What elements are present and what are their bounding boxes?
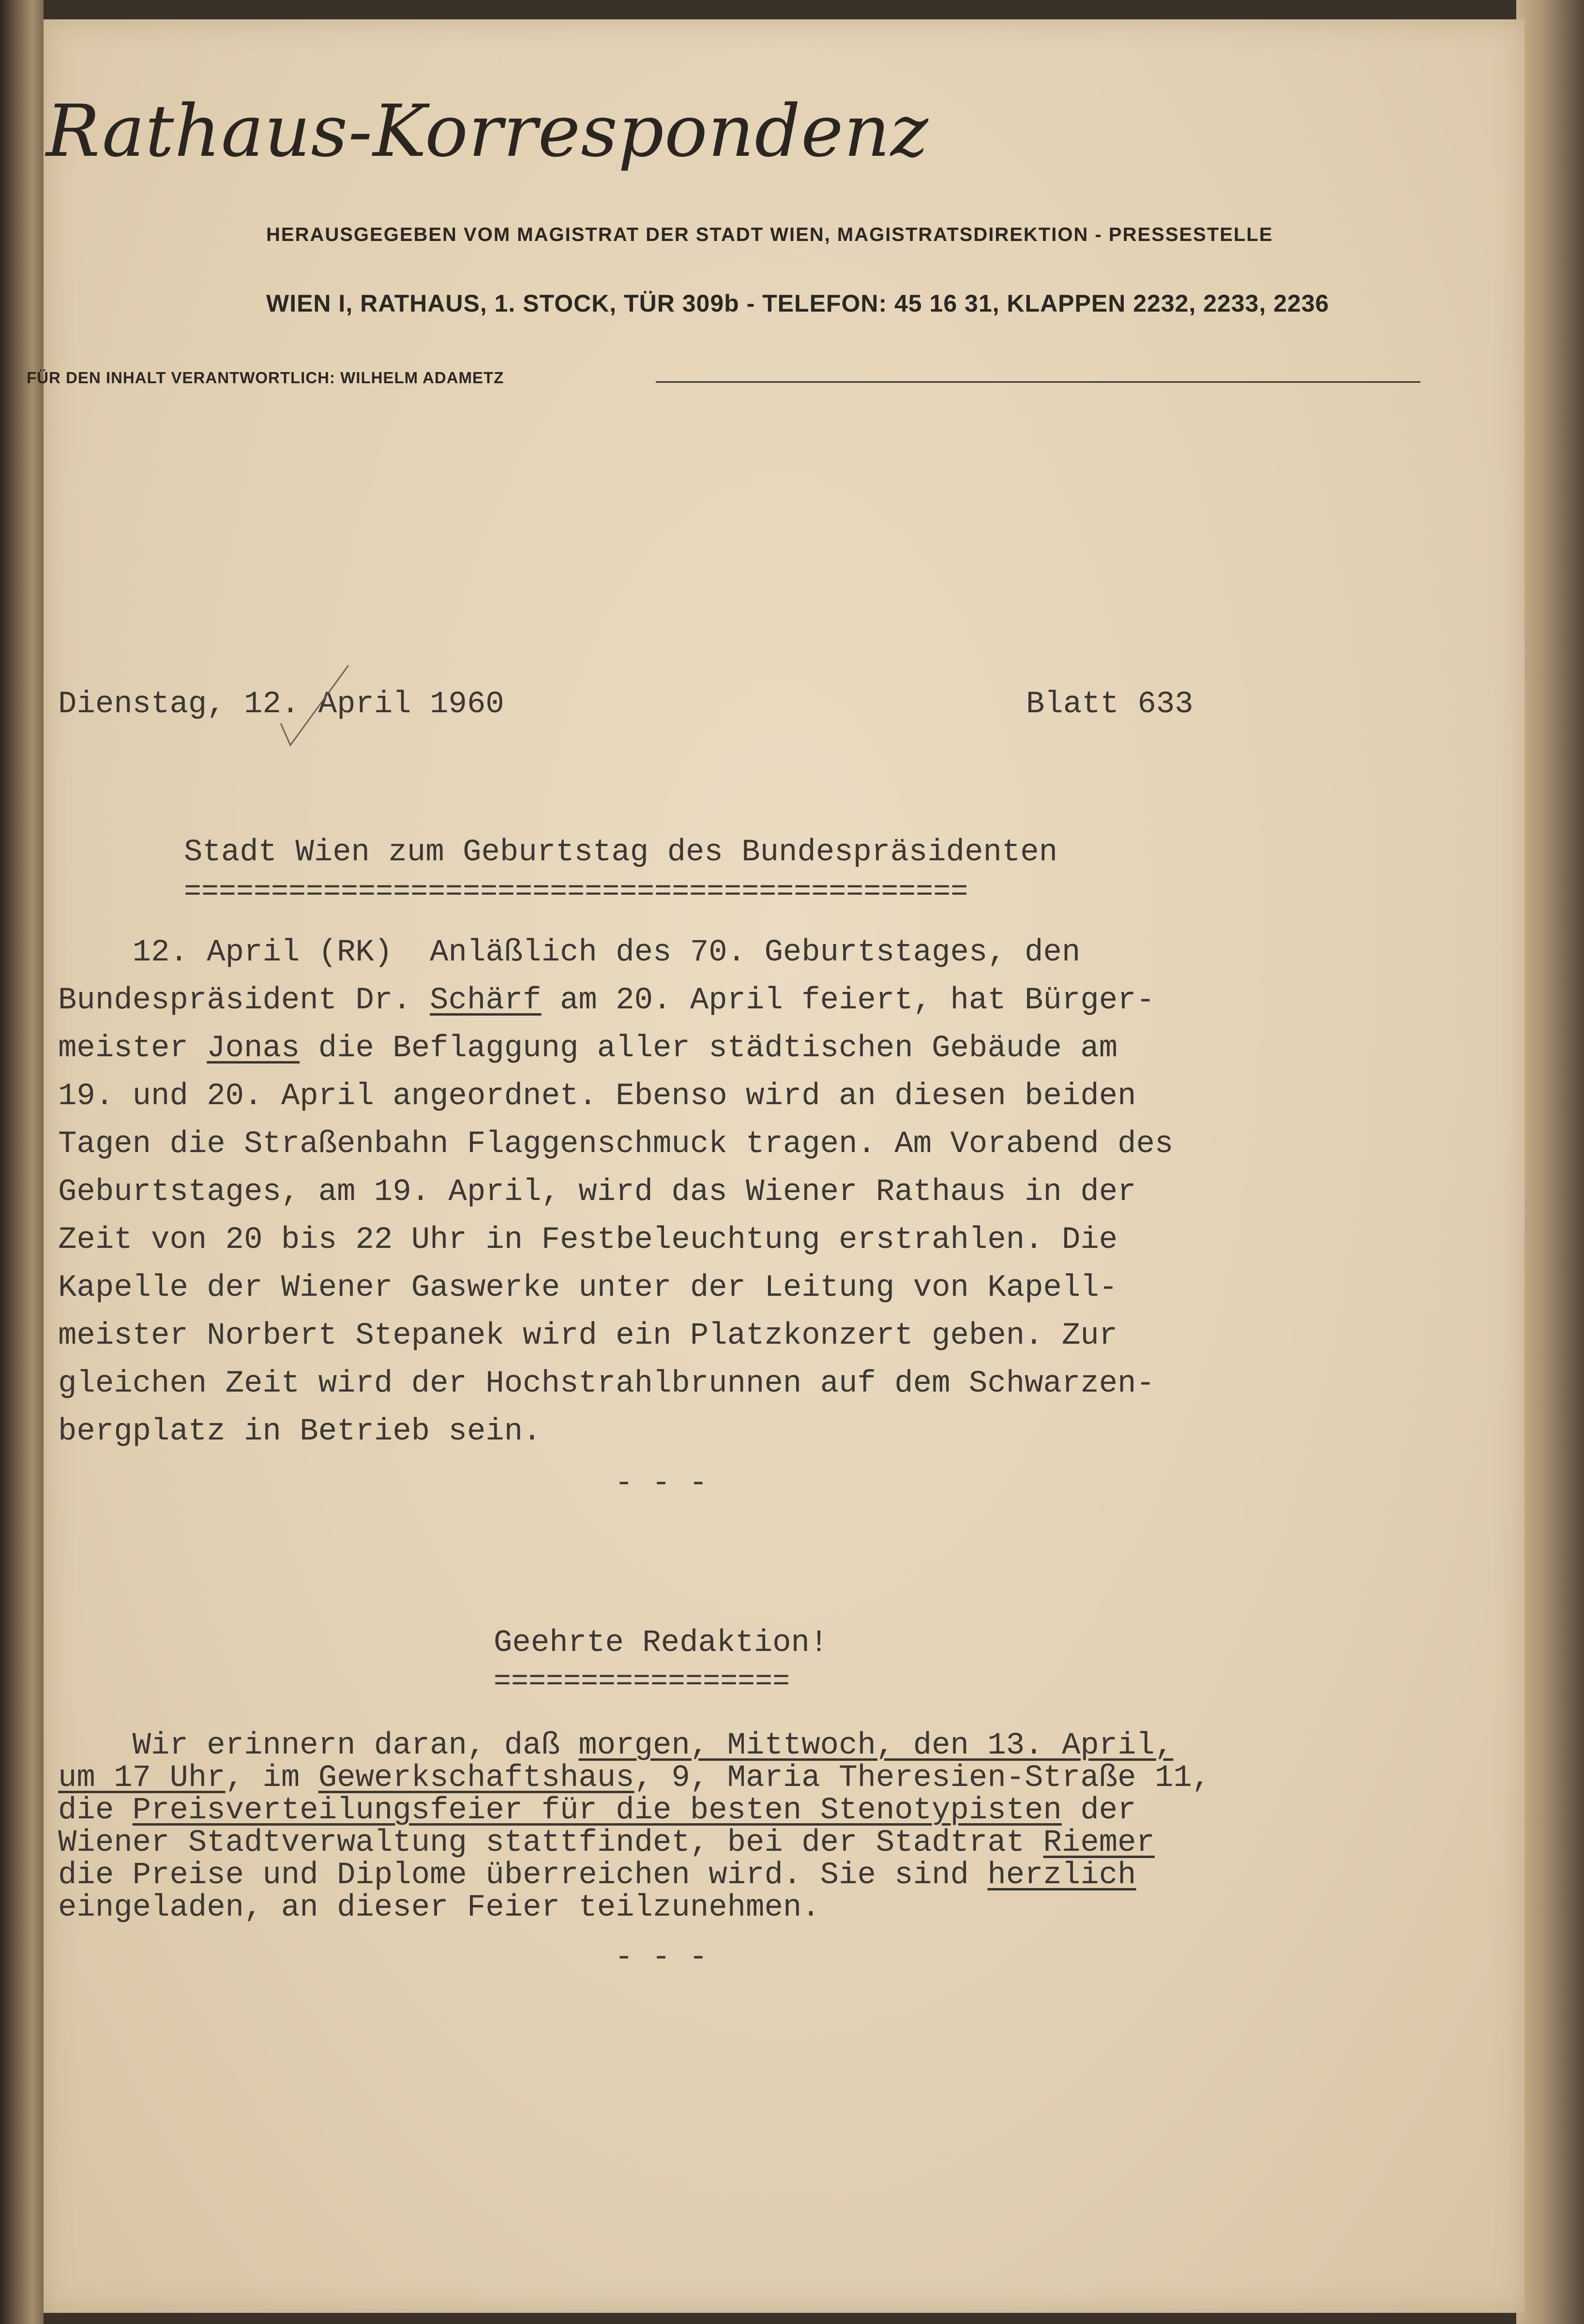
publisher-line: HERAUSGEGEBEN VOM MAGISTRAT DER STADT WIEN, MAGISTRATSDIREKTION - PRESSESTELLE bbox=[266, 224, 1273, 245]
text-line: Kapelle der Wiener Gaswerke unter der Leitung von Kapell- bbox=[58, 1271, 1118, 1305]
checkmark-icon bbox=[276, 660, 353, 752]
address-line: WIEN I, RATHAUS, 1. STOCK, TÜR 309b - TELEFON: 45 16 31, KLAPPEN 2232, 2233, 2236 bbox=[266, 290, 1329, 317]
text-line: um 17 Uhr, im Gewerkschaftshaus, 9, Maria Theresien-Straße 11, bbox=[58, 1761, 1211, 1796]
text-line: Tagen die Straßenbahn Flaggenschmuck tragen. Am Vorabend des bbox=[58, 1127, 1174, 1162]
masthead-title: Rathaus-Korrespondenz bbox=[46, 90, 929, 173]
text-line: 12. April (RK) Anläßlich des 70. Geburtstages, den bbox=[58, 935, 1081, 970]
article-body bbox=[58, 929, 1365, 1456]
text-line: Wir erinnern daran, daß morgen, Mittwoch, den 13. April, bbox=[58, 1728, 1174, 1763]
responsible-line: FÜR DEN INHALT VERANTWORTLICH: WILHELM ADAMETZ bbox=[27, 369, 504, 387]
text-line: bergplatz in Betrieb sein. bbox=[58, 1414, 542, 1449]
text-line: meister Norbert Stepanek wird ein Platzkonzert geben. Zur bbox=[58, 1319, 1118, 1353]
sheet-number: Blatt 633 bbox=[1026, 687, 1193, 722]
notice-body bbox=[58, 1730, 1389, 1924]
text-line: die Preisverteilungsfeier für die besten Stenotypisten der bbox=[58, 1793, 1136, 1828]
section-separator: - - - bbox=[615, 1940, 708, 1975]
page-stack-edge bbox=[1516, 0, 1584, 2324]
text-line: Zeit von 20 bis 22 Uhr in Festbeleuchtung erstrahlen. Die bbox=[58, 1223, 1118, 1258]
responsible-rule bbox=[656, 381, 1420, 383]
text-line: Bundespräsident Dr. Schärf am 20. April feiert, hat Bürger- bbox=[58, 983, 1155, 1018]
text-line: 19. und 20. April angeordnet. Ebenso wird an diesen beiden bbox=[58, 1079, 1136, 1114]
heading-underline: ================= bbox=[494, 1665, 790, 1698]
text-line: Wiener Stadtverwaltung stattfindet, bei der Stadtrat Riemer bbox=[58, 1826, 1155, 1860]
text-line: gleichen Zeit wird der Hochstrahlbrunnen auf dem Schwarzen- bbox=[58, 1366, 1155, 1401]
binding-edge bbox=[0, 0, 44, 2324]
article-heading: Stadt Wien zum Geburtstag des Bundespräsidenten bbox=[184, 835, 1058, 870]
text-line: die Preise und Diplome überreichen wird. Sie sind herzlich bbox=[58, 1858, 1136, 1893]
section-separator: - - - bbox=[615, 1466, 708, 1501]
heading-underline: ============================================= bbox=[184, 876, 968, 909]
text-line: meister Jonas die Beflaggung aller städtischen Gebäude am bbox=[58, 1031, 1118, 1066]
underlined-name: Schärf bbox=[430, 983, 542, 1018]
notice-heading: Geehrte Redaktion! bbox=[494, 1626, 829, 1661]
issue-date: Dienstag, 12. April 1960 bbox=[58, 687, 504, 722]
text-line: Geburtstages, am 19. April, wird das Wiener Rathaus in der bbox=[58, 1175, 1136, 1210]
underlined-name: Jonas bbox=[207, 1031, 300, 1066]
text-line: eingeladen, an dieser Feier teilzunehmen. bbox=[58, 1890, 820, 1925]
